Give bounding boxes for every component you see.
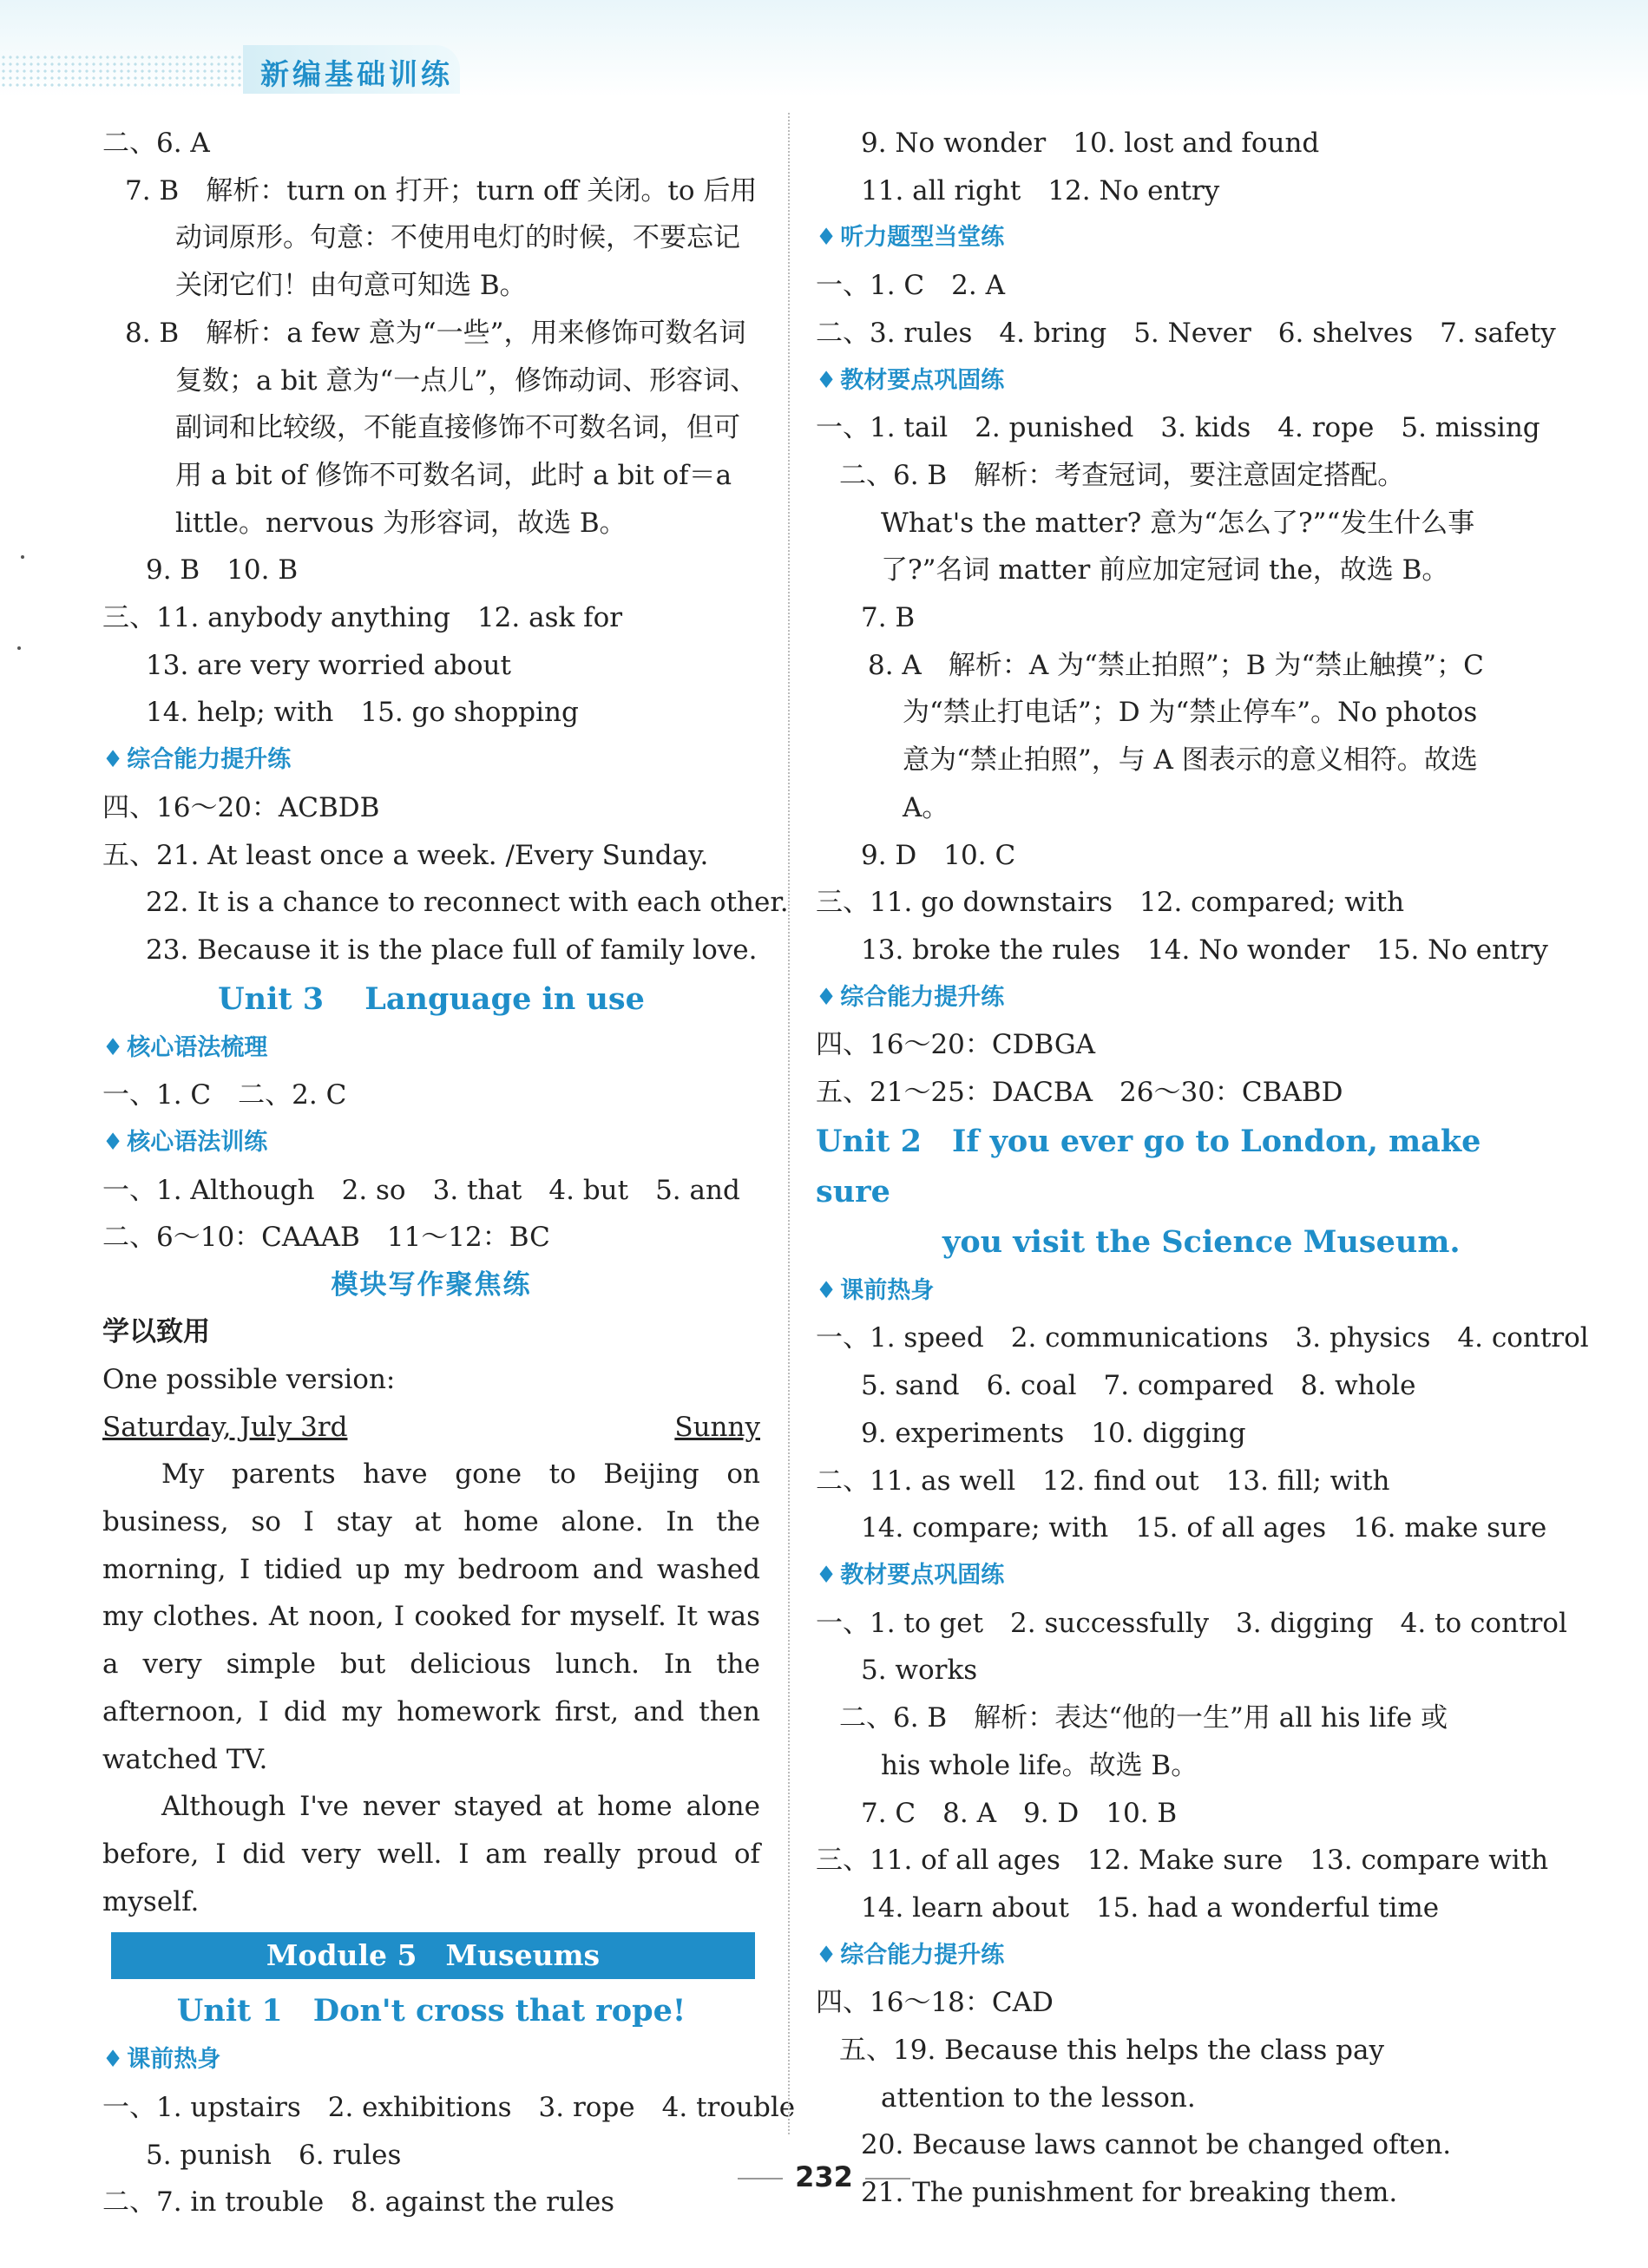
answer-line: 14. learn about 15. had a wonderful time bbox=[861, 1891, 1440, 1924]
answer-explanation: 五、19. Because this helps the class pay attention to the lesson. bbox=[839, 2035, 1385, 2114]
answer-line: 五、21～25：DACBA 26～30：CBABD bbox=[816, 1077, 1343, 1109]
section-heading bbox=[816, 1932, 1486, 1980]
diamond-icon: ♦ bbox=[816, 224, 837, 252]
answer-line: 一、1. tail 2. punished 3. kids 4. rope 5. missing bbox=[816, 412, 1540, 444]
answer-line: 11. all right 12. No entry bbox=[861, 174, 1220, 206]
answer-line: 二、11. as well 12. find out 13. fill; with bbox=[816, 1465, 1390, 1497]
section-heading-label: 综合能力提升练 bbox=[127, 746, 292, 774]
answer-line: 五、21. At least once a week. /Every Sunday. bbox=[102, 839, 709, 871]
essay-paragraph: My parents have gone to Beijing on business, so I stay at home alone. In the morning, I tidied up my bedroom and washed my clothes. At noon, I cooked for myself. It was a very simple but delicious lunch. In the afternoon, I did my homework first, and then watched TV. bbox=[102, 1458, 760, 1775]
unit-title: Unit 3 Language in use bbox=[218, 980, 645, 1017]
answer-line: 一、1. Although 2. so 3. that 4. but 5. and bbox=[102, 1174, 740, 1206]
section-heading-label: 综合能力提升练 bbox=[840, 1941, 1005, 1969]
answer-line: 5. sand 6. coal 7. compared 8. whole bbox=[861, 1370, 1416, 1402]
answer-explanation: 二、6. B 解析：表达“他的一生”用 all his life 或 his whole life。故选 B。 bbox=[839, 1702, 1448, 1781]
answer-line: 三、11. go downstairs 12. compared; with bbox=[816, 887, 1405, 919]
right-column bbox=[816, 120, 1589, 2217]
answer-line: 14. help; with 15. go shopping bbox=[146, 697, 579, 729]
answer-line: 二、7. in trouble 8. against the rules bbox=[102, 2186, 615, 2219]
section-heading-label: 听力题型当堂练 bbox=[840, 224, 1005, 252]
header-pattern bbox=[0, 54, 260, 88]
answer-explanation: 7. B 解析：turn on 打开；turn off 关闭。to 后用动词原形。句意：不使用电灯的时候，不要忘记关闭它们！由句意可知选 B。 bbox=[125, 174, 758, 302]
answer-explanation: 8. A 解析：A 为“禁止拍照”；B 为“禁止触摸”；C 为“禁止打电话”；D 为“禁止停车”。No photos 意为“禁止拍照”，与 A 图表示的意义相符。故选 A。 bbox=[868, 649, 1484, 823]
section-heading bbox=[816, 974, 1486, 1022]
answer-line: 9. B 10. B bbox=[146, 554, 299, 587]
series-title: 新编基础训练 bbox=[260, 57, 453, 91]
answer-line: 一、1. speed 2. communications 3. physics 4. control bbox=[816, 1322, 1589, 1354]
section-heading bbox=[816, 214, 1486, 262]
answer-line: 13. are very worried about bbox=[146, 649, 511, 681]
diary-weather: Sunny bbox=[674, 1411, 760, 1443]
answer-line: 二、6. A bbox=[102, 128, 210, 159]
margin-mark bbox=[17, 646, 21, 650]
answer-line: 四、16～18：CAD bbox=[816, 1987, 1054, 2019]
section-heading bbox=[102, 737, 760, 784]
answer-line: 二、6～10：CAAAB 11～12：BC bbox=[102, 1222, 550, 1254]
answer-line: 23. Because it is the place full of family love. bbox=[146, 934, 758, 966]
answer-line: 7. C 8. A 9. D 10. B bbox=[861, 1797, 1178, 1829]
answer-line: 9. experiments 10. digging bbox=[861, 1417, 1246, 1449]
diamond-icon: ♦ bbox=[816, 1561, 837, 1589]
answer-line: 四、16～20：ACBDB bbox=[102, 791, 380, 823]
module-banner: Module 5 Museums bbox=[111, 1932, 755, 1979]
answer-line: 5. works bbox=[861, 1655, 978, 1687]
answer-line: 三、11. anybody anything 12. ask for bbox=[102, 602, 623, 634]
answer-line: 20. Because laws cannot be changed often. bbox=[861, 2129, 1452, 2161]
diamond-icon: ♦ bbox=[102, 1129, 124, 1157]
section-heading-label: 综合能力提升练 bbox=[840, 983, 1005, 1011]
section-heading-label: 课前热身 bbox=[127, 2046, 221, 2074]
answer-line: 9. No wonder 10. lost and found bbox=[861, 128, 1320, 159]
answer-explanation: 8. B 解析：a few 意为“一些”，用来修饰可数名词复数；a bit 意为“一点儿”，修饰动词、形容词、副词和比较级，不能直接修饰不可数名词，但可用 a bit of 修饰不可数名词，此时 a bit of＝a little。nervous 为形容词，故选 B。 bbox=[125, 317, 758, 539]
diary-date: Saturday, July 3rd bbox=[102, 1411, 348, 1443]
section-heading bbox=[102, 2036, 760, 2084]
section-heading-label: 课前热身 bbox=[840, 1276, 935, 1304]
page-number: 232 bbox=[795, 2160, 853, 2193]
answer-line: 三、11. of all ages 12. Make sure 13. compare with bbox=[816, 1845, 1549, 1877]
section-heading bbox=[102, 1119, 760, 1167]
footer-dash bbox=[738, 2178, 783, 2180]
margin-mark bbox=[21, 555, 24, 559]
section-heading bbox=[816, 1268, 1486, 1315]
answer-line: 7. B bbox=[861, 602, 916, 634]
section-heading bbox=[102, 1025, 760, 1072]
unit-title: Unit 1 Don't cross that rope! bbox=[176, 1993, 686, 2029]
answer-explanation: 二、6. B 解析：考查冠词，要注意固定搭配。What's the matter? 意为“怎么了?”“发生什么事了?”名词 matter 前应加定冠词 the，故选 B。 bbox=[839, 459, 1475, 587]
subheading: 学以致用 bbox=[102, 1316, 210, 1348]
answer-line: 5. punish 6. rules bbox=[146, 2139, 402, 2171]
answer-line: 一、1. C 2. A bbox=[816, 270, 1005, 302]
section-heading-label: 核心语法梳理 bbox=[127, 1033, 268, 1061]
footer-dash bbox=[865, 2178, 910, 2180]
section-heading-label: 教材要点巩固练 bbox=[840, 1561, 1005, 1589]
unit-title: you visit the Science Museum. bbox=[942, 1223, 1461, 1260]
writing-section-title: 模块写作聚焦练 bbox=[331, 1269, 532, 1301]
answer-line: 22. It is a chance to reconnect with each other. bbox=[146, 887, 789, 919]
answer-line: 一、1. upstairs 2. exhibitions 3. rope 4. trouble bbox=[102, 2092, 796, 2124]
diamond-icon: ♦ bbox=[816, 983, 837, 1011]
diamond-icon: ♦ bbox=[816, 1941, 837, 1969]
answer-line: 四、16～20：CDBGA bbox=[816, 1029, 1095, 1061]
answer-line: 9. D 10. C bbox=[861, 839, 1016, 871]
text-line: One possible version: bbox=[102, 1363, 396, 1395]
column-divider bbox=[788, 113, 790, 2134]
left-column bbox=[102, 120, 796, 2226]
answer-line: 二、3. rules 4. bring 5. Never 6. shelves 7. safety bbox=[816, 317, 1556, 349]
answer-line: 13. broke the rules 14. No wonder 15. No entry bbox=[861, 934, 1548, 966]
diamond-icon: ♦ bbox=[102, 2046, 124, 2074]
answer-line: 一、1. C 二、2. C bbox=[102, 1079, 347, 1111]
answer-line: 14. compare; with 15. of all ages 16. make sure bbox=[861, 1512, 1547, 1544]
diary-date-row bbox=[102, 1404, 760, 1452]
unit-title: Unit 2 If you ever go to London, make sure bbox=[816, 1123, 1481, 1209]
section-heading-label: 核心语法训练 bbox=[127, 1129, 268, 1157]
answer-line: 一、1. to get 2. successfully 3. digging 4. to control bbox=[816, 1607, 1567, 1639]
page-number-footer bbox=[0, 2160, 1648, 2193]
section-heading bbox=[816, 357, 1486, 405]
diamond-icon: ♦ bbox=[102, 746, 124, 774]
diamond-icon: ♦ bbox=[816, 1276, 837, 1304]
section-heading-label: 教材要点巩固练 bbox=[840, 366, 1005, 394]
essay-paragraph: Although I've never stayed at home alone before, I did very well. I am really proud of myself. bbox=[102, 1791, 760, 1917]
section-heading bbox=[816, 1552, 1486, 1600]
diamond-icon: ♦ bbox=[102, 1033, 124, 1061]
diamond-icon: ♦ bbox=[816, 366, 837, 394]
answer-line: 21. The punishment for breaking them. bbox=[861, 2177, 1398, 2209]
